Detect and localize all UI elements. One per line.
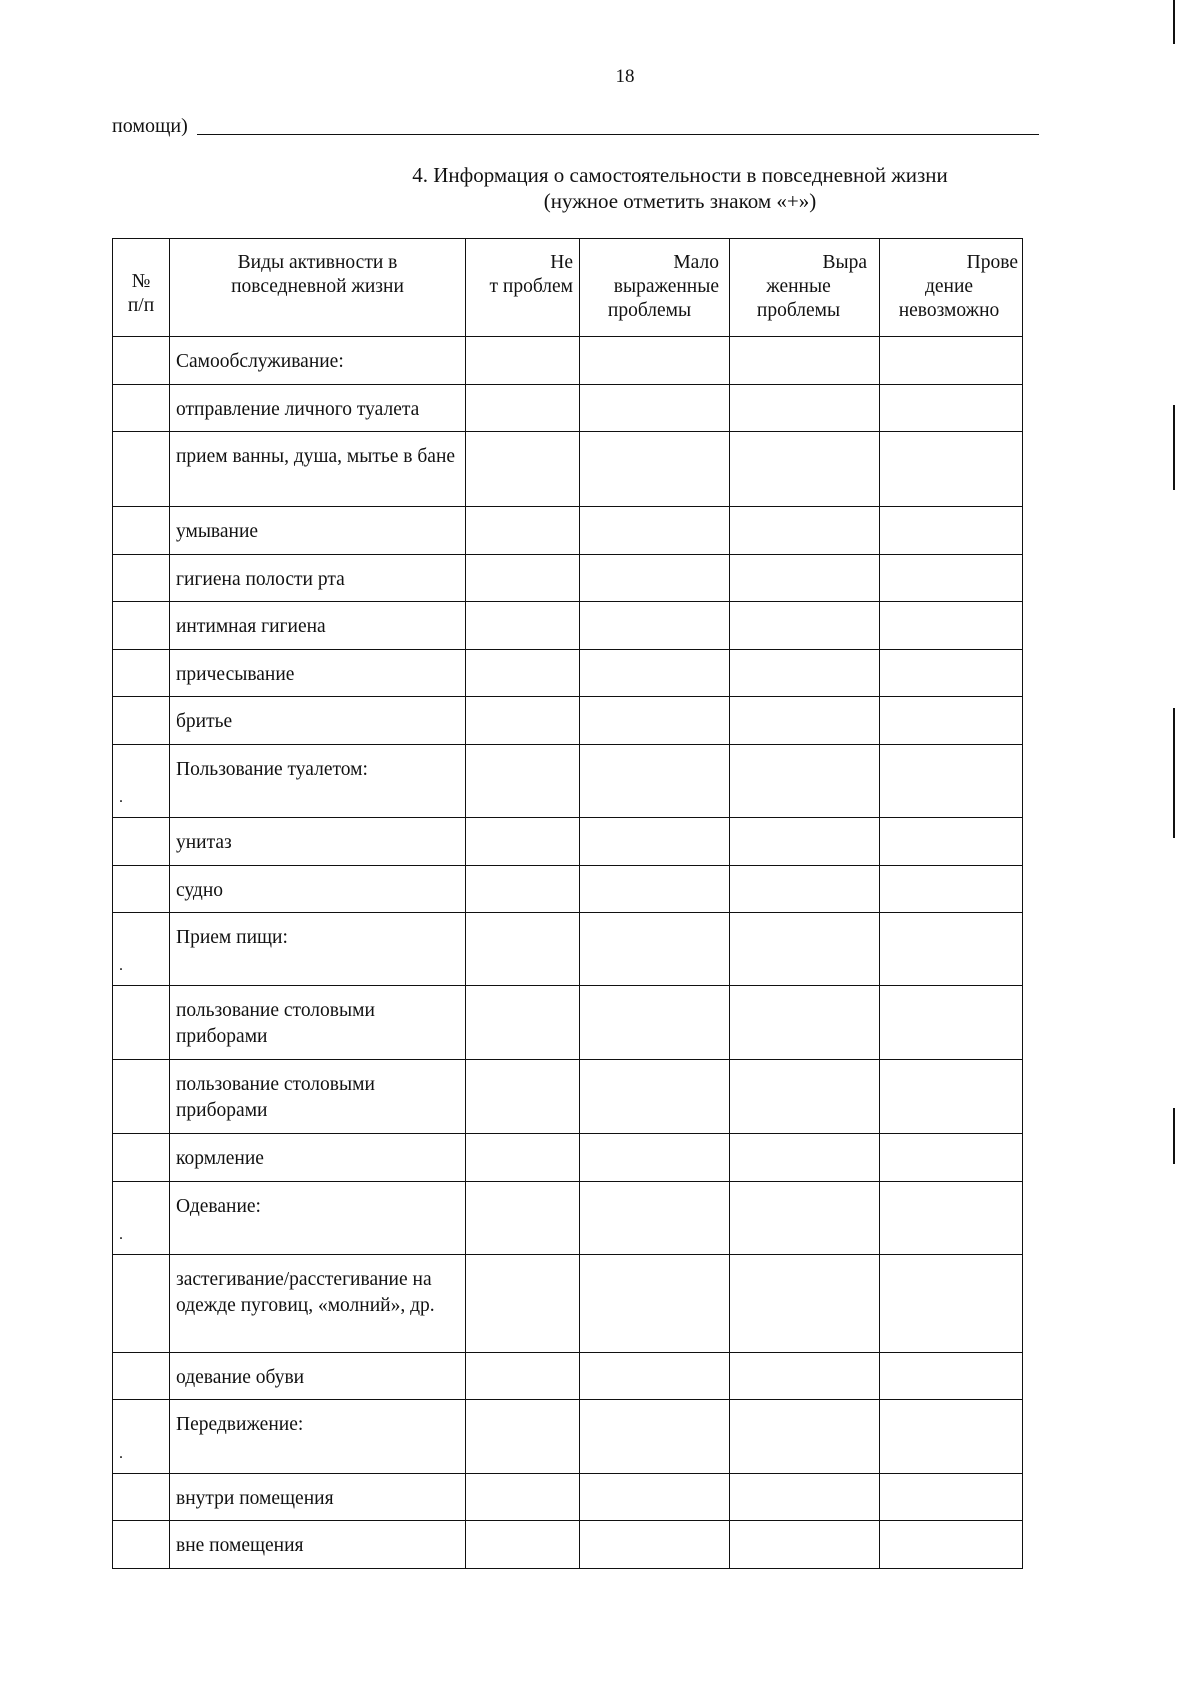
table-header-row [113,239,1023,337]
mark-cell-no-problems[interactable] [466,602,580,650]
mark-cell-severe-problems[interactable] [730,1353,880,1400]
mark-cell-severe-problems[interactable] [730,818,880,866]
row-marker: . [119,789,123,806]
mark-cell-severe-problems[interactable] [730,337,880,385]
section-heading [280,162,1080,214]
row-number-cell [113,385,170,432]
row-marker: . [119,957,123,974]
activity-label: кормление [170,1134,466,1182]
row-number-cell [113,1255,170,1353]
mark-cell-severe-problems[interactable] [730,1060,880,1134]
mark-cell-severe-problems[interactable] [730,866,880,913]
row-number-cell [113,913,170,986]
row-number-cell [113,986,170,1060]
mark-cell-severe-problems[interactable] [730,650,880,697]
mark-cell-mild-problems[interactable] [580,1400,730,1474]
mark-cell-mild-problems[interactable] [580,555,730,602]
row-marker: . [119,1445,123,1462]
mark-cell-impossible[interactable] [880,602,1023,650]
activity-label: гигиена полости рта [170,555,466,602]
mark-cell-severe-problems[interactable] [730,507,880,555]
activity-label: умывание [170,507,466,555]
mark-cell-mild-problems[interactable] [580,507,730,555]
mark-cell-no-problems[interactable] [466,1060,580,1134]
mark-cell-severe-problems[interactable] [730,1134,880,1182]
mark-cell-no-problems[interactable] [466,1134,580,1182]
table-row [113,866,1023,913]
mark-cell-no-problems[interactable] [466,818,580,866]
activity-label: Передвижение: [170,1400,466,1474]
table-row [113,913,1023,986]
mark-cell-no-problems[interactable] [466,1474,580,1521]
activity-label: унитаз [170,818,466,866]
header-no-problems: Не т проблем [466,239,580,337]
activity-label: Прием пищи: [170,913,466,986]
mark-cell-mild-problems[interactable] [580,1353,730,1400]
mark-cell-impossible[interactable] [880,986,1023,1060]
table-row [113,1400,1023,1474]
activity-label: причесывание [170,650,466,697]
table-row [113,697,1023,745]
mark-cell-mild-problems[interactable] [580,1474,730,1521]
row-number-cell [113,866,170,913]
activity-label: судно [170,866,466,913]
mark-cell-no-problems[interactable] [466,1400,580,1474]
activity-label: Одевание: [170,1182,466,1255]
header-severe-problems: Выра женные проблемы [730,239,880,337]
mark-cell-severe-problems[interactable] [730,555,880,602]
table-row [113,745,1023,818]
section-subtitle: (нужное отметить знаком «+») [543,189,817,213]
table-row [113,602,1023,650]
mark-cell-severe-problems[interactable] [730,986,880,1060]
row-number-cell [113,1521,170,1569]
mark-cell-impossible[interactable] [880,697,1023,745]
mark-cell-severe-problems[interactable] [730,1255,880,1353]
mark-cell-mild-problems[interactable] [580,337,730,385]
table-row [113,1521,1023,1569]
mark-cell-severe-problems[interactable] [730,385,880,432]
row-number-cell [113,602,170,650]
mark-cell-severe-problems[interactable] [730,432,880,507]
activity-label: интимная гигиена [170,602,466,650]
row-number-cell [113,555,170,602]
table-row [113,337,1023,385]
section-title: 4. Информация о самостоятельности в повседневной жизни [412,163,948,187]
activity-label: пользование столовыми приборами [170,1060,466,1134]
table-row [113,1182,1023,1255]
mark-cell-no-problems[interactable] [466,507,580,555]
mark-cell-no-problems[interactable] [466,913,580,986]
mark-cell-mild-problems[interactable] [580,1060,730,1134]
mark-cell-severe-problems[interactable] [730,1400,880,1474]
mark-cell-mild-problems[interactable] [580,1255,730,1353]
table-row [113,1134,1023,1182]
row-marker: . [119,1226,123,1243]
row-number-cell [113,1182,170,1255]
activities-table [112,238,1023,1569]
mark-cell-severe-problems[interactable] [730,745,880,818]
mark-cell-severe-problems[interactable] [730,697,880,745]
mark-cell-no-problems[interactable] [466,745,580,818]
mark-cell-no-problems[interactable] [466,555,580,602]
header-activity: Виды активности в повседневной жизни [170,239,466,337]
mark-cell-severe-problems[interactable] [730,602,880,650]
row-number-cell [113,1400,170,1474]
mark-cell-mild-problems[interactable] [580,1134,730,1182]
activity-label: Пользование туалетом: [170,745,466,818]
activity-label: вне помещения [170,1521,466,1569]
header-num: № п/п [113,239,170,337]
mark-cell-no-problems[interactable] [466,385,580,432]
table-row [113,986,1023,1060]
mark-cell-mild-problems[interactable] [580,986,730,1060]
row-number-cell [113,697,170,745]
mark-cell-severe-problems[interactable] [730,1182,880,1255]
lead-text: помощи) [112,115,188,137]
scan-edge-mark [1173,1108,1175,1164]
table-row [113,818,1023,866]
mark-cell-impossible[interactable] [880,1255,1023,1353]
activity-label: отправление личного туалета [170,385,466,432]
row-number-cell [113,1353,170,1400]
mark-cell-impossible[interactable] [880,650,1023,697]
table-row [113,1060,1023,1134]
mark-cell-impossible[interactable] [880,385,1023,432]
header-impossible: Прове дение невозможно [880,239,1023,337]
mark-cell-severe-problems[interactable] [730,913,880,986]
mark-cell-mild-problems[interactable] [580,745,730,818]
mark-cell-mild-problems[interactable] [580,650,730,697]
row-number-cell [113,650,170,697]
table-row [113,1474,1023,1521]
mark-cell-impossible[interactable] [880,1353,1023,1400]
scan-edge-mark [1173,0,1175,44]
row-number-cell [113,818,170,866]
mark-cell-impossible[interactable] [880,555,1023,602]
mark-cell-impossible[interactable] [880,432,1023,507]
row-number-cell [113,1134,170,1182]
mark-cell-impossible[interactable] [880,1400,1023,1474]
mark-cell-no-problems[interactable] [466,1353,580,1400]
table-row [113,555,1023,602]
mark-cell-impossible[interactable] [880,913,1023,986]
mark-cell-impossible[interactable] [880,745,1023,818]
row-number-cell [113,1060,170,1134]
activity-label: прием ванны, душа, мытье в бане [170,432,466,507]
mark-cell-no-problems[interactable] [466,1182,580,1255]
mark-cell-mild-problems[interactable] [580,385,730,432]
mark-cell-mild-problems[interactable] [580,1521,730,1569]
activity-label: застегивание/расстегивание на одежде пуговиц, «молний», др. [170,1255,466,1353]
mark-cell-impossible[interactable] [880,1134,1023,1182]
mark-cell-mild-problems[interactable] [580,866,730,913]
mark-cell-no-problems[interactable] [466,650,580,697]
table-row [113,385,1023,432]
activity-label: внутри помещения [170,1474,466,1521]
fill-in-line [197,134,1039,135]
mark-cell-severe-problems[interactable] [730,1474,880,1521]
header-mild-problems: Мало выраженные проблемы [580,239,730,337]
mark-cell-impossible[interactable] [880,1060,1023,1134]
mark-cell-impossible[interactable] [880,818,1023,866]
mark-cell-impossible[interactable] [880,337,1023,385]
table-row [113,1255,1023,1353]
mark-cell-mild-problems[interactable] [580,697,730,745]
mark-cell-no-problems[interactable] [466,986,580,1060]
scan-edge-mark [1173,708,1175,838]
activity-label: бритье [170,697,466,745]
mark-cell-no-problems[interactable] [466,337,580,385]
row-number-cell [113,1474,170,1521]
table-row [113,650,1023,697]
mark-cell-impossible[interactable] [880,1521,1023,1569]
mark-cell-no-problems[interactable] [466,697,580,745]
table-row [113,507,1023,555]
row-number-cell [113,745,170,818]
mark-cell-no-problems[interactable] [466,1255,580,1353]
row-number-cell [113,507,170,555]
mark-cell-mild-problems[interactable] [580,913,730,986]
page-number: 18 [615,66,635,87]
mark-cell-severe-problems[interactable] [730,1521,880,1569]
mark-cell-mild-problems[interactable] [580,602,730,650]
mark-cell-mild-problems[interactable] [580,1182,730,1255]
mark-cell-no-problems[interactable] [466,866,580,913]
mark-cell-no-problems[interactable] [466,432,580,507]
activity-label: одевание обуви [170,1353,466,1400]
row-number-cell [113,337,170,385]
mark-cell-mild-problems[interactable] [580,818,730,866]
mark-cell-impossible[interactable] [880,1182,1023,1255]
mark-cell-impossible[interactable] [880,507,1023,555]
activity-label: Самообслуживание: [170,337,466,385]
mark-cell-impossible[interactable] [880,1474,1023,1521]
mark-cell-mild-problems[interactable] [580,432,730,507]
activity-label: пользование столовыми приборами [170,986,466,1060]
row-number-cell [113,432,170,507]
scan-edge-mark [1173,405,1175,490]
mark-cell-impossible[interactable] [880,866,1023,913]
table-row [113,432,1023,507]
mark-cell-no-problems[interactable] [466,1521,580,1569]
table-row [113,1353,1023,1400]
